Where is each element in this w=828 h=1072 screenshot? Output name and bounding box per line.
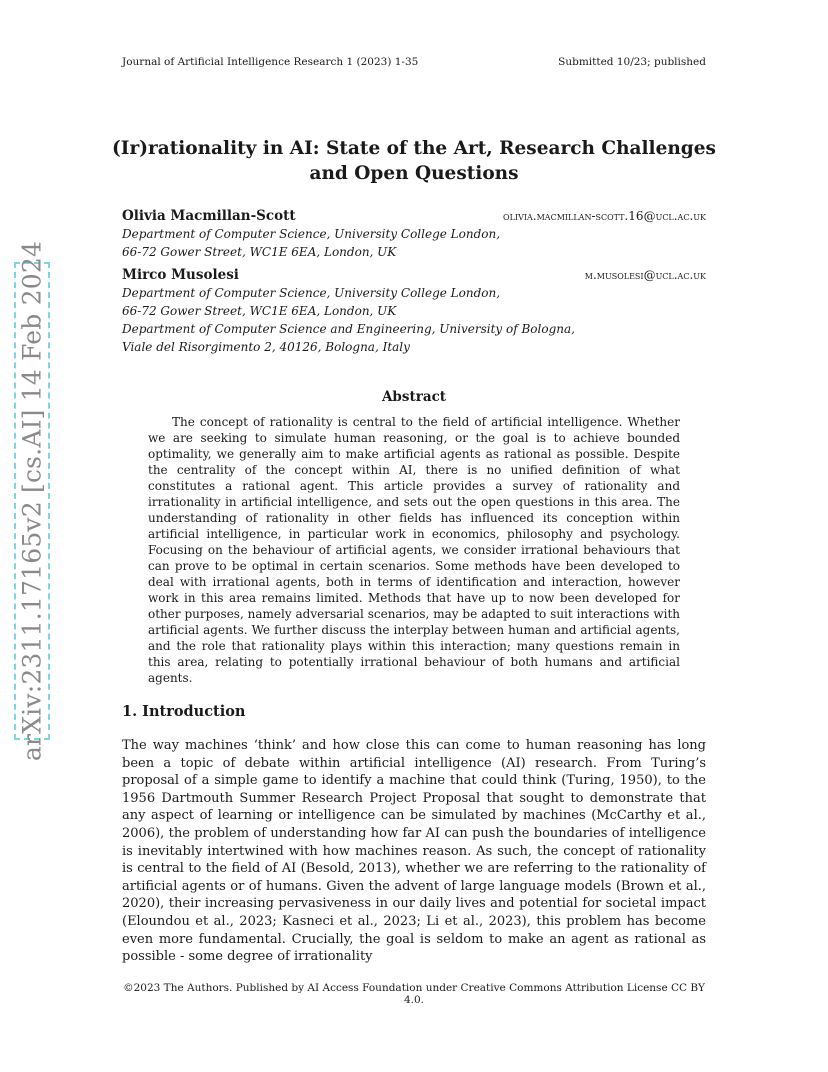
paper-title: (Ir)rationality in AI: State of the Art, Research Challenges and Open Questions — [112, 138, 716, 184]
affiliation-line: Department of Computer Science, University College London, — [122, 227, 501, 241]
affiliation-line: Department of Computer Science, University College London, — [122, 286, 501, 300]
author-email[interactable]: olivia.macmillan-scott.16@ucl.ac.uk — [503, 209, 706, 223]
affiliation-line: Viale del Risorgimento 2, 40126, Bologna, Italy — [122, 340, 410, 354]
copyright-footer: ©2023 The Authors. Published by AI Access Foundation under Creative Commons Attribution License CC BY 4.0. — [123, 982, 705, 1006]
arxiv-identifier-stamp[interactable] — [14, 240, 50, 762]
author-block-1 — [122, 207, 706, 261]
running-header — [122, 56, 706, 70]
abstract-text: The concept of rationality is central to the field of artificial intelligence. Whether we are seeking to simulate human reasoning, or the goal is to achieve bounded optimality, we generally aim to make artificial agents as rational as possible. Despite the centrality of the concept within AI, there is no unified definition of what constitutes a rational agent. This article provides a survey of rationality and irrationality in artificial intelligence, and sets out the open questions in this area. The understanding of rationality in other fields has influenced its conception within artificial intelligence, in particular work in economics, philosophy and psychology. Focusing on the behaviour of artificial agents, we consider irrational behaviours that can prove to be optimal in certain scenarios. Some methods have been developed to deal with irrational agents, both in terms of identification and interaction, however work in this area remains limited. Methods that have up to now been developed for other purposes, namely adversarial scenarios, may be adapted to suit interactions with artificial agents. We further discuss the interplay between human and artificial agents, and the role that rationality plays within this interaction; many questions remain in this area, relating to potentially irrational behaviour of both humans and artificial agents. — [148, 415, 680, 685]
affiliation-line: Department of Computer Science and Engineering, University of Bologna, — [122, 322, 575, 336]
author-email[interactable]: m.musolesi@ucl.ac.uk — [584, 268, 706, 282]
submission-info: Submitted 10/23; published — [558, 56, 706, 68]
author-block-2 — [122, 266, 706, 356]
author-name-row — [122, 207, 706, 225]
author-name-row — [122, 266, 706, 284]
affiliation-line: 66-72 Gower Street, WC1E 6EA, London, UK — [122, 245, 397, 259]
section-heading-introduction: 1. Introduction — [122, 703, 246, 720]
arxiv-id-text: arXiv:2311.17165v2 [cs.AI] 14 Feb 2024 — [17, 240, 47, 762]
abstract-heading: Abstract — [381, 389, 447, 405]
author-name: Olivia Macmillan-Scott — [122, 208, 296, 224]
journal-citation: Journal of Artificial Intelligence Research 1 (2023) 1-35 — [122, 56, 419, 68]
author-name: Mirco Musolesi — [122, 267, 239, 283]
affiliation-line: 66-72 Gower Street, WC1E 6EA, London, UK — [122, 304, 397, 318]
introduction-text: The way machines ‘think’ and how close this can come to human reasoning has long been a topic of debate within artificial intelligence (AI) research. From Turing’s proposal of a simple game to identify a machine that could think (Turing, 1950), to the 1956 Dartmouth Summer Research Project Proposal that sought to demonstrate that any aspect of learning or intelligence can be simulated by machines (McCarthy et al., 2006), the problem of understanding how far AI can push the boundaries of intelligence is inevitably intertwined with how machines reason. As such, the concept of rationality is central to the field of AI (Besold, 2013), whether we are referring to the rationality of artificial agents or of humans. Given the advent of large language models (Brown et al., 2020), their increasing pervasiveness in our daily lives and potential for societal impact (Eloundou et al., 2023; Kasneci et al., 2023; Li et al., 2023), this problem has become even more fundamental. Crucially, the goal is seldom to make an agent as rational as possible - some degree of irrationality — [122, 738, 706, 965]
